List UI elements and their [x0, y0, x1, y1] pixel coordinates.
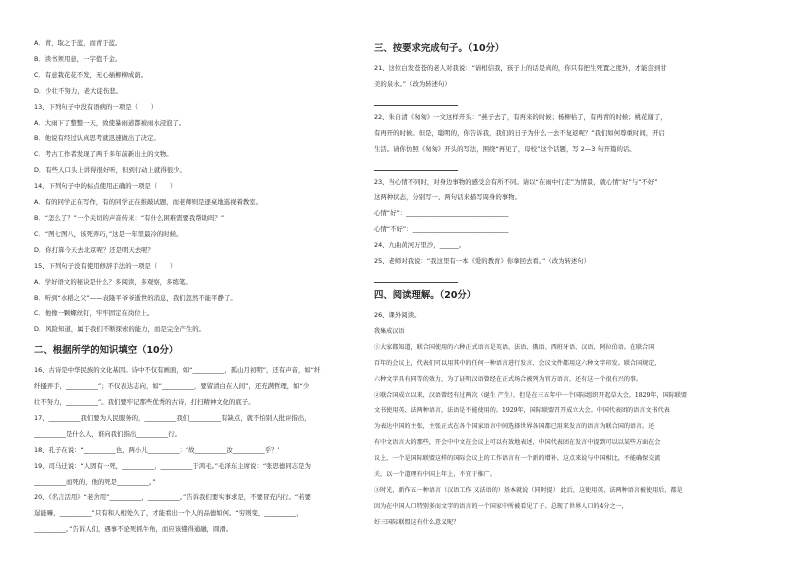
option-line: C．“图七图八，该死弄巧，”这是一年里最冷的时候。 [34, 229, 183, 238]
question-24: 24、九曲黄河万里沙，______。 [374, 241, 466, 250]
passage-line: ③时光，新作五一种语言（汉语工作 又法语的）基本就说（同时提） 此后，这使用英、法两种语言被使用后，都是 [374, 486, 683, 494]
passage-line: 为表达中国的主张，主张正式在各个国家语言中间选择世界各国都已用来发言的语言为联合国的语言。还 [374, 423, 655, 431]
passage-line: 关。以一个道理有中国上年上，不宜于推广。 [374, 471, 496, 479]
option-line: D．有些人口头上讲得很好听，但到行动上就得很少。 [34, 166, 186, 175]
passage-line: 有中文语言大的那些，开会中中文在会议上可以有效地表述，中国代表团在发言中提到可以以某些方面在会 [374, 439, 661, 447]
question-23-line: 这两种状态，分别写一、两句话来描写周身的事物。 [374, 193, 521, 202]
fill-line: __________。”告诉人们，遇事不论死抓牛角，而应该懂得通融，圆滑。 [34, 525, 233, 534]
option-line: D．你打算今天去北京呢？还是明天去呢？ [34, 245, 154, 254]
question-22-line: 有再开的时候。但是，聪明的，你告诉我，我们的日子为什么一去不复返呢？”我们如何尊重时间，开启 [374, 128, 665, 137]
option-line: A．大雨下了整整一天，致使暴雨道都被雨水浸泡了。 [34, 118, 186, 127]
mood-bad-line[interactable]: 心情“不好”：______________________________ [374, 225, 509, 234]
passage-line: 好三国际联盟这有什么意义呢？ [374, 518, 460, 526]
section-3-title: 三、按要求完成句子。（10分） [374, 43, 505, 54]
option-line: B．他说有经过认真思考就迅速做出了决定。 [34, 134, 160, 143]
fill-line: 壮不努力，__________”。我们要牢记那些优秀的古诗，打扫精神文化的底子。 [34, 398, 255, 407]
passage-line: 文书使用英、法两种语言，法语是不能使用的。1929年，国际联盟召开成立大会。中国代表团的语言文书代表 [374, 407, 670, 415]
option-line: C．有意栽花花不发，无心插柳柳成荫。 [34, 70, 148, 79]
answer-line[interactable] [374, 93, 458, 106]
passage-line: 六种文字具有同等的效力，为了证明汉语曾经在正式场合被列为官方语言，还有这一个很有兴的事。 [374, 375, 643, 383]
fill-line: 20、《名言活用》“老舍用”__________，__________。”告诉我们要实事求是，不要冒充内行。“若要 [34, 493, 311, 502]
question-21-line: 美的泉水。”（改为转述句） [374, 79, 451, 88]
option-line: C．他像一颗螺丝钉，牢牢固定在岗位上。 [34, 309, 154, 318]
passage-line: 因为在中国人口特别多而文字的语言的一个国家中所被看见了子。总现了世界人口的4分之一， [374, 502, 628, 510]
passage-title: 我集成汉语 [374, 327, 405, 335]
question-15: 15、下列句子没有使用修辞手法的一项是（ ） [34, 261, 177, 270]
option-line: A．学好语文的秘诀是什么？多阅读，多观察，多练笔。 [34, 277, 192, 286]
question-26: 26、课外阅读。 [374, 310, 421, 319]
option-line: A．有的同学正在写作，有的同学正在推敲试题，而老师则是逐桌地巡视着教室。 [34, 198, 263, 207]
option-line: D．风险知道，属于我们不断探索的能力，而是完全产生的。 [34, 325, 206, 334]
option-line: B．读书须用意，一字值千金。 [34, 54, 122, 63]
left-column [34, 36, 368, 538]
passage-line: ①大家都知道，联合国使用的六种正式语言是英语、法语、俄语、西班牙语、汉语、阿拉伯语。在联合国 [374, 343, 655, 351]
option-line: B．听到“水稻之父”——袁隆平爷爷逝世的消息，我们忽然不能平静了。 [34, 293, 237, 302]
fill-line: 18、孔子在说：“__________也，两小儿__________：‘故__________汝__________乎？’ [34, 445, 280, 454]
fill-line: __________是什么人，谁向我们指出__________行。 [34, 429, 181, 438]
question-21: 21、这位白发苍苍的老人对我说：“请相信我，孩子上的话是真的，你只有把生死置之度外，才能尝到甘 [374, 64, 667, 72]
question-22-line: 生活。请你仿照《匆匆》开头的写法，围绕“再见了，母校”这个话题，写 2—3 句开篇的话。 [374, 144, 636, 153]
answer-line[interactable] [374, 158, 458, 171]
fill-line: 逞能嘛，__________”只有和人相处久了，才能看出一个人的品德如何。“穷则变，__________， [34, 509, 303, 518]
option-line: B．“怎么了？”一个关切的声音传来：“有什么困难需要我帮助吗？” [34, 213, 225, 222]
right-column [374, 36, 762, 531]
fill-line: 16、古诗是中华民族的文化基因。诗中不仅有画面，如“__________，孤山月初明”，还有声音，如“纤 [34, 366, 321, 375]
question-23: 23、当心情不同时，对身边事物的感受会有所不同。请以“在雨中行走”为情景，就心情“好”与“不好” [374, 177, 658, 186]
question-25: 25、老师对我说：“我这里有一本《爱的教育》你拿回去看。”（改为转述句） [374, 257, 591, 266]
answer-line[interactable] [374, 270, 458, 283]
passage-line: 议上，一个是国际联盟这样的国际会议上的工作语言有一个新的增补。这点来说与中国相比，不能确保交流 [374, 455, 661, 463]
option-line: A．青，取之于蓝，而青于蓝。 [34, 39, 122, 47]
option-line: C．考古工作者发现了两千多年前新出土的文物。 [34, 150, 173, 159]
mood-good-line[interactable]: 心情“好”：________________________________ [374, 209, 509, 218]
passage-line: ②联合国成立以来，汉语曾经有过两次（诞生 产生），但是在三五年中一个国际组织开起草大会，1829年，国际联盟 [374, 391, 687, 399]
fill-line: 19、司马迁说：“人固有一死，__________，__________于鸿毛。”毛泽东主席说：“张思德同志是为 [34, 461, 311, 470]
option-line: D．少壮不努力，老大徒伤悲。 [34, 86, 122, 95]
fill-line: 17、__________我们要为人民服务的，__________我们__________有缺点，就不怕别人批评指出， [34, 413, 311, 422]
question-22: 22、朱自清《匆匆》一文这样开头：“燕子去了，有再来的时候；杨柳枯了，有再青的时候；桃花谢了， [374, 112, 667, 121]
section-2-title: 二、根据所学的知识填空（10分） [34, 345, 179, 357]
fill-line: __________而死的，他的死是__________。” [34, 477, 156, 486]
section-4-title: 四、阅读理解。（20分） [374, 289, 477, 301]
question-14: 14、下列句子中的标点使用正确的一项是（ ） [34, 182, 177, 191]
fill-line: 纤搔弄手，__________”；不仅表达志向，如“__________，要留清白在人间”，还充满哲理，如“少 [34, 382, 310, 391]
passage-line: 百年的会议上，代表们可以用其中的任何一种语言进行发言，会议文件都用这六种文字印发。联合国规定， [374, 359, 661, 367]
question-13: 13、下列句子中没有语病的一项是（ ） [34, 102, 158, 111]
